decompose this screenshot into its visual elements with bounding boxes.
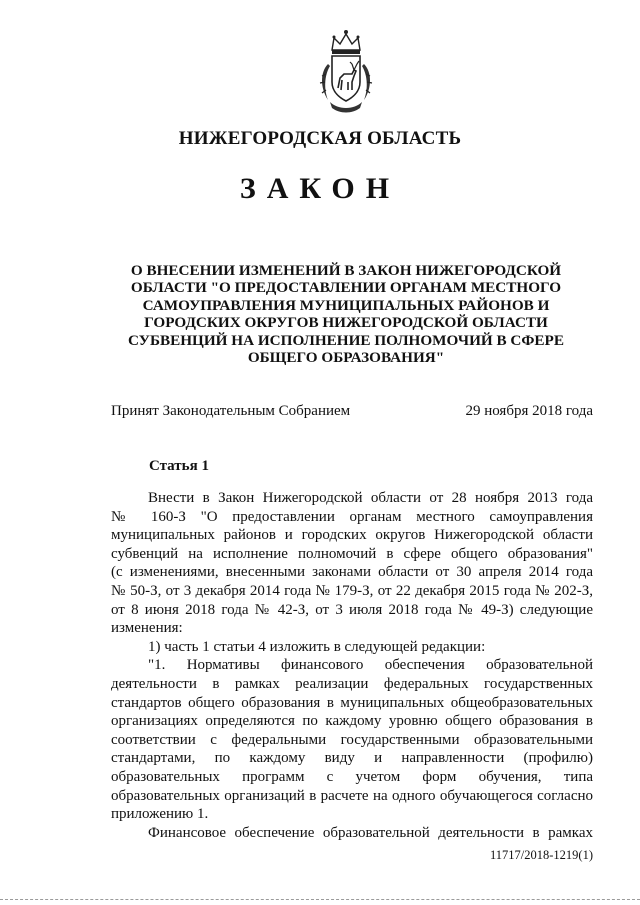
adopting-body: Принят Законодательным Собранием <box>111 403 351 419</box>
adoption-date: 29 ноября 2018 года <box>465 403 593 419</box>
text-line: "1. Нормативы финансового обеспечения образовательной <box>148 657 593 674</box>
article-heading: Статья 1 <box>149 458 209 474</box>
text-line: № 160-З "О предоставлении органам местного самоуправления <box>111 508 593 525</box>
paragraph <box>111 656 593 823</box>
text-line: (с изменениями, внесенными законами области от 30 апреля 2014 года <box>111 564 593 581</box>
text-line: деятельности в рамках реализации федеральных государственных <box>111 675 593 692</box>
text-line: 1) часть 1 статьи 4 изложить в следующей редакции: <box>148 638 486 655</box>
text-line: стандартами, по каждому виду и направленности (профилю) <box>111 750 593 767</box>
law-title-line: СУБВЕНЦИЙ НА ИСПОЛНЕНИЕ ПОЛНОМОЧИЙ В СФЕРЕ <box>128 331 564 349</box>
paragraph <box>111 638 593 657</box>
text-line: организациях определяются по каждому уровню общего образования в <box>111 713 593 730</box>
text-line: приложению 1. <box>111 806 209 823</box>
text-line: изменения: <box>111 620 183 637</box>
text-line: субвенций на исполнение полномочий в сфере общего образования" <box>111 545 593 562</box>
text-line: образовательных программ с учетом форм обучения, типа <box>111 768 593 785</box>
law-title-line: ГОРОДСКИХ ОКРУГОВ НИЖЕГОРОДСКОЙ ОБЛАСТИ <box>144 314 548 332</box>
region-name: НИЖЕГОРОДСКАЯ ОБЛАСТЬ <box>178 128 462 149</box>
text-line: Внести в Закон Нижегородской области от 28 ноября 2013 года <box>148 490 593 506</box>
text-line: соответствии с федеральными государственными образовательными <box>111 731 593 748</box>
text-line: стандартов общего образования в муниципальных общеобразовательных <box>111 694 593 711</box>
text-line: муниципальных районов и городских округов Нижегородской области <box>111 527 593 544</box>
page-edge-divider <box>0 899 640 902</box>
text-line: от 8 июня 2018 года № 42-З, от 3 июля 2018 года № 49-З) следующие <box>111 601 593 618</box>
document-code: 11717/2018-1219(1) <box>490 848 593 862</box>
text-line: № 50-З, от 3 декабря 2014 года № 179-З, от 22 декабря 2015 года № 202-З, <box>111 582 593 599</box>
law-title-line: ОБЩЕГО ОБРАЗОВАНИЯ" <box>247 349 445 367</box>
text-line: Финансовое обеспечение образовательной деятельности в рамках <box>148 824 593 841</box>
coat-of-arms-emblem <box>314 26 378 116</box>
paragraph <box>111 824 593 843</box>
law-title-line: ОБЛАСТИ "О ПРЕДОСТАВЛЕНИИ ОРГАНАМ МЕСТНОГО <box>130 279 562 297</box>
text-line: образовательных организаций в расчете на одного обучающегося согласно <box>111 787 593 804</box>
law-title <box>120 262 572 366</box>
document-type: ЗАКОН <box>239 172 401 205</box>
law-title-line: САМОУПРАВЛЕНИЯ МУНИЦИПАЛЬНЫХ РАЙОНОВ И <box>142 296 550 314</box>
paragraph <box>111 489 593 638</box>
law-title-line: О ВНЕСЕНИИ ИЗМЕНЕНИЙ В ЗАКОН НИЖЕГОРОДСКОЙ <box>130 262 562 279</box>
article-body <box>111 489 593 842</box>
